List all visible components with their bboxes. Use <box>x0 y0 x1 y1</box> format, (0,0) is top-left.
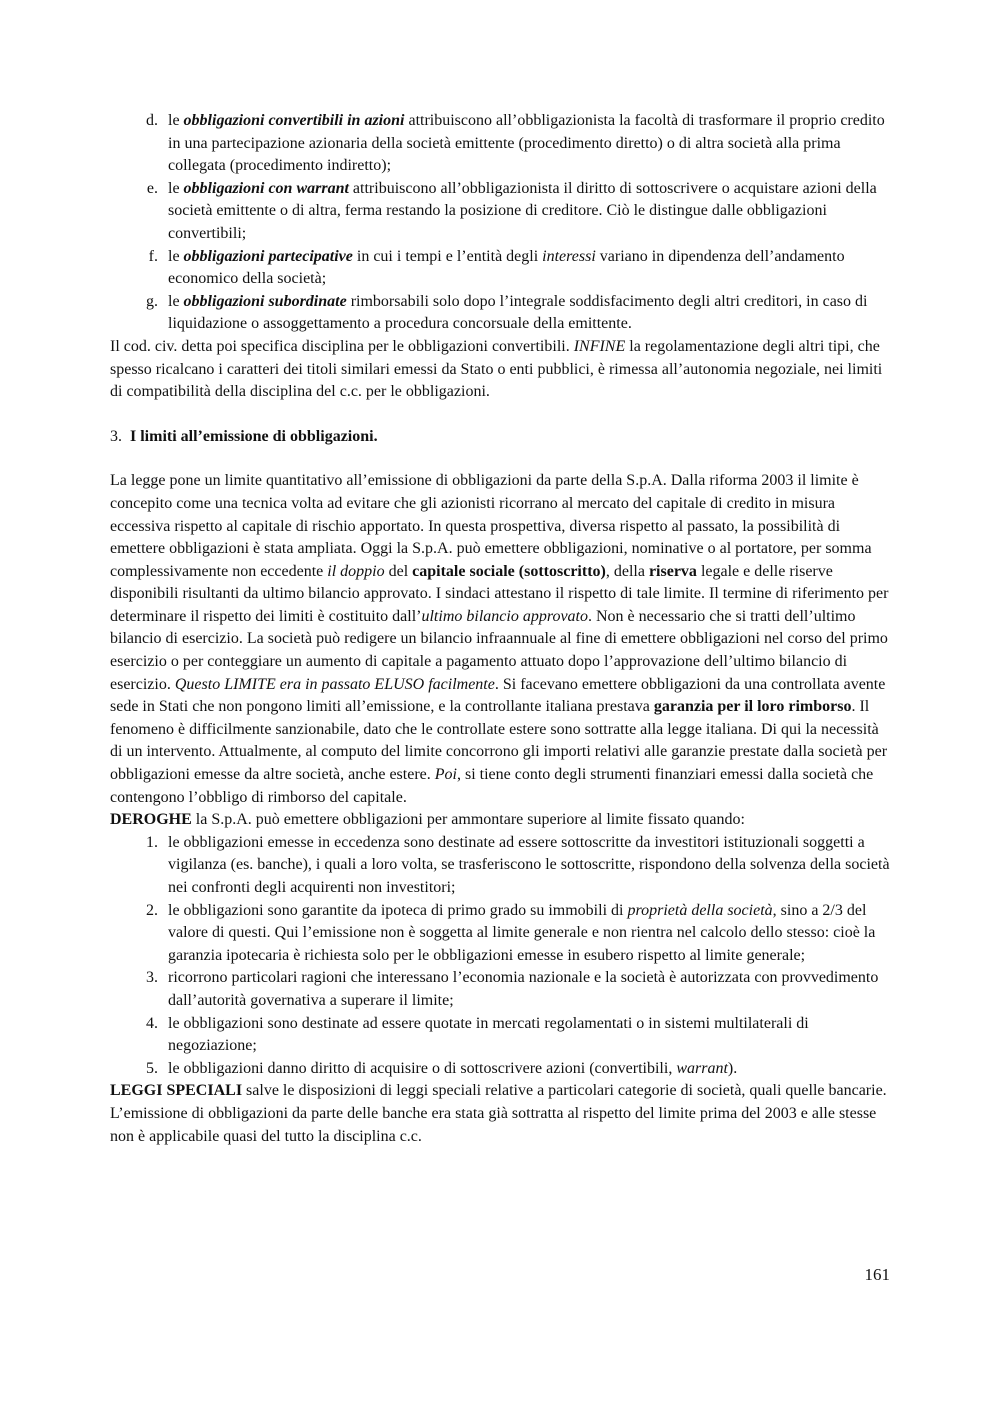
page-number: 161 <box>864 1265 890 1284</box>
paragraph-limits <box>110 470 890 809</box>
text-run: le <box>168 112 184 129</box>
bold-run: garanzia per il loro rimborso <box>653 698 852 716</box>
text-run: rimborsabili solo dopo l’integrale soddisfacimento degli altri creditori, in caso di liquidazione o assoggettamento a procedura concorsuale della emittente. <box>168 292 868 333</box>
text-run: le <box>168 179 184 197</box>
italic-run: Questo LIMITE era in passato ELUSO facilmente <box>174 675 495 693</box>
list-marker: 2. <box>146 901 158 919</box>
italic-run: ultimo bilancio approvato <box>421 607 588 625</box>
text-run: La legge pone un limite quantitativo all’emissione di obbligazioni da parte della S.p.A. Dalla riforma 2003 il limite è concepito come una tecnica volta ad evitare che gli azionisti ricorrano al mercato del capitale di credito in misura eccessiva rispetto al capitale di rischio apportato. In questa prospettiva, diversa rispetto al passato, la possibilità di emettere obbligazioni è stata ampliata. Oggi la S.p.A. può emettere obbligazioni, nominative o al portatore, per somma complessivamente non eccedente <box>110 472 872 580</box>
list-marker: g. <box>146 292 158 310</box>
italic-run: interessi <box>542 247 596 265</box>
page-content <box>110 110 890 1148</box>
text-run: , sino a 2/3 del valore di questi. Qui l’emissione non è soggetta al limite generale e non rientra nel calcolo dello stesso: cioè la garanzia ipotecaria è richiesta solo per le obbligazioni emesse in esubero rispetto al limite generale; <box>168 901 876 964</box>
text-run: le <box>168 247 184 265</box>
derogations-list <box>110 832 890 1081</box>
bold-run: riserva <box>648 562 697 580</box>
list-item <box>110 291 890 336</box>
list-item <box>110 832 890 900</box>
text-run: salve le disposizioni di leggi speciali relative a particolari categorie di società, quali quelle bancarie. L’emissione di obbligazioni da parte delle banche era stata già sottratta al rispetto del limite prima del 2003 e alle stesse non è applicabile quasi del tutto la disciplina c.c. <box>110 1082 887 1145</box>
paragraph-leggi-speciali <box>110 1080 890 1148</box>
list-marker: 1. <box>146 833 158 851</box>
text-run: le obbligazioni sono destinate ad essere quotate in mercati regolamentati o in sistemi multilaterali di negoziazione; <box>168 1014 809 1055</box>
bold-italic-run <box>184 180 349 197</box>
text-run: ricorrono particolari ragioni che interessano l’economia nazionale e la società è autorizzata con provvedimento dall’autorità governativa a superare il limite; <box>168 969 879 1009</box>
list-marker: 4. <box>146 1014 158 1032</box>
text-run: attribuiscono all’obbligazionista la facoltà di trasformare il proprio credito in una partecipazione azionaria della società emittente (procedimento diretto) o di altra società alla prima collegata (procedimento indiretto); <box>168 112 885 175</box>
section-title-text: I limiti all’emissione di obbligazioni. <box>130 427 378 445</box>
text-run: , della <box>605 562 649 580</box>
text-run: , si tiene conto degli strumenti finanziari emessi dalla società che contengono l’obbligo di rimborso del capitale. <box>110 766 874 806</box>
list-item <box>110 1058 890 1081</box>
list-item <box>110 178 890 246</box>
text-run: la regolamentazione degli altri tipi, che spesso ricalcano i caratteri dei titoli similari emessi da Stato o enti pubblici, è rimessa all’autonomia negoziale, nei limiti di compatibilità della disciplina del c.c. per le obbligazioni. <box>110 337 883 401</box>
emphasis-text: obbligazioni partecipative <box>183 247 353 265</box>
list-item <box>110 1013 890 1058</box>
italic-run: INFINE <box>573 337 626 355</box>
text-run: le obbligazioni emesse in eccedenza sono destinate ad essere sottoscritte da investitori istituzionali soggetti a vigilanza (es. banche), i quali a loro volta, se trasferiscono le sottoscritte, rispondono della solvenza della società nei confronti degli acquirenti non investitori; <box>168 833 890 896</box>
text-run: Il cod. civ. detta poi specifica disciplina per le obbligazioni convertibili. <box>110 337 574 355</box>
italic-run: Poi <box>434 766 457 784</box>
list-item <box>110 967 890 1012</box>
bold-italic-run <box>184 248 353 265</box>
bond-types-list <box>110 110 890 336</box>
list-marker: d. <box>146 112 158 129</box>
paragraph-cod-civ <box>110 336 890 404</box>
bold-italic-run <box>184 112 405 129</box>
list-item <box>110 246 890 291</box>
section-number: 3. <box>110 427 122 445</box>
text-run: la S.p.A. può emettere obbligazioni per ammontare superiore al limite fissato quando: <box>191 811 745 829</box>
list-marker: e. <box>146 179 158 197</box>
bold-italic-run <box>184 293 347 310</box>
list-marker: f. <box>148 247 158 265</box>
text-run: le obbligazioni sono garantite da ipoteca di primo grado su immobili di <box>168 901 628 919</box>
list-marker: 3. <box>146 969 158 987</box>
italic-run: warrant <box>676 1059 728 1077</box>
list-item <box>110 900 890 968</box>
bold-run: capitale sociale (sottoscritto) <box>412 562 606 580</box>
emphasis-text: obbligazioni subordinate <box>183 292 347 310</box>
spacer <box>110 404 890 426</box>
text-run: in cui i tempi e l’entità degli <box>352 247 543 265</box>
section-heading <box>110 426 890 449</box>
text-run: . Non è necessario che si tratti dell’ultimo bilancio di esercizio. La società può redigere un bilancio infraannuale al fine di emettere obbligazioni nel corso del primo esercizio o per conteggiare un aumento di capitale a pagamento attuato dopo l’approvazione dell’ultimo bilancio di esercizio. <box>110 607 888 693</box>
text-run: del <box>384 562 413 580</box>
text-run: attribuiscono all’obbligazionista il diritto di sottoscrivere o acquistare azioni della società emittente o di altra, ferma restando la posizione di creditore. Ciò le distingue dalle obbligazioni convertibili; <box>168 179 877 242</box>
list-marker: 5. <box>146 1059 158 1077</box>
italic-run: proprietà della società <box>627 901 773 919</box>
emphasis-text: obbligazioni con warrant <box>183 179 349 197</box>
italic-run: il doppio <box>327 562 385 580</box>
list-item <box>110 110 890 178</box>
text-run: variano in dipendenza dell’andamento economico della società; <box>168 247 845 288</box>
text-run: ). <box>727 1059 738 1077</box>
bold-run: DEROGHE <box>110 811 192 829</box>
paragraph-deroghe <box>110 809 890 832</box>
text-run: le <box>168 292 184 310</box>
text-run: . Si facevano emettere obbligazioni da una controllata avente sede in Stati che non pongono limiti all’emissione, e la controllante italiana prestava <box>110 675 886 716</box>
text-run: legale e delle riserve disponibili risultanti da ultimo bilancio approvato. I sindaci attestano il rispetto di tale limite. Il termine di riferimento per determinare il rispetto dei limiti è costituito dall’ <box>110 562 889 625</box>
bold-run: LEGGI SPECIALI <box>110 1082 243 1100</box>
text-run: le obbligazioni danno diritto di acquisire o di sottoscrivere azioni (convertibili, <box>168 1059 677 1077</box>
emphasis-text: obbligazioni convertibili in azioni <box>183 112 405 129</box>
text-run: . Il fenomeno è difficilmente sanzionabile, dato che le controllate estere sono sottratte alla legge italiana. Di qui la necessità di un intervento. Attualmente, al computo del limite concorrono gli importi relativi alle garanzie prestate dalla società per obbligazioni emesse da altre società, anche estere. <box>110 698 888 784</box>
spacer <box>110 448 890 470</box>
